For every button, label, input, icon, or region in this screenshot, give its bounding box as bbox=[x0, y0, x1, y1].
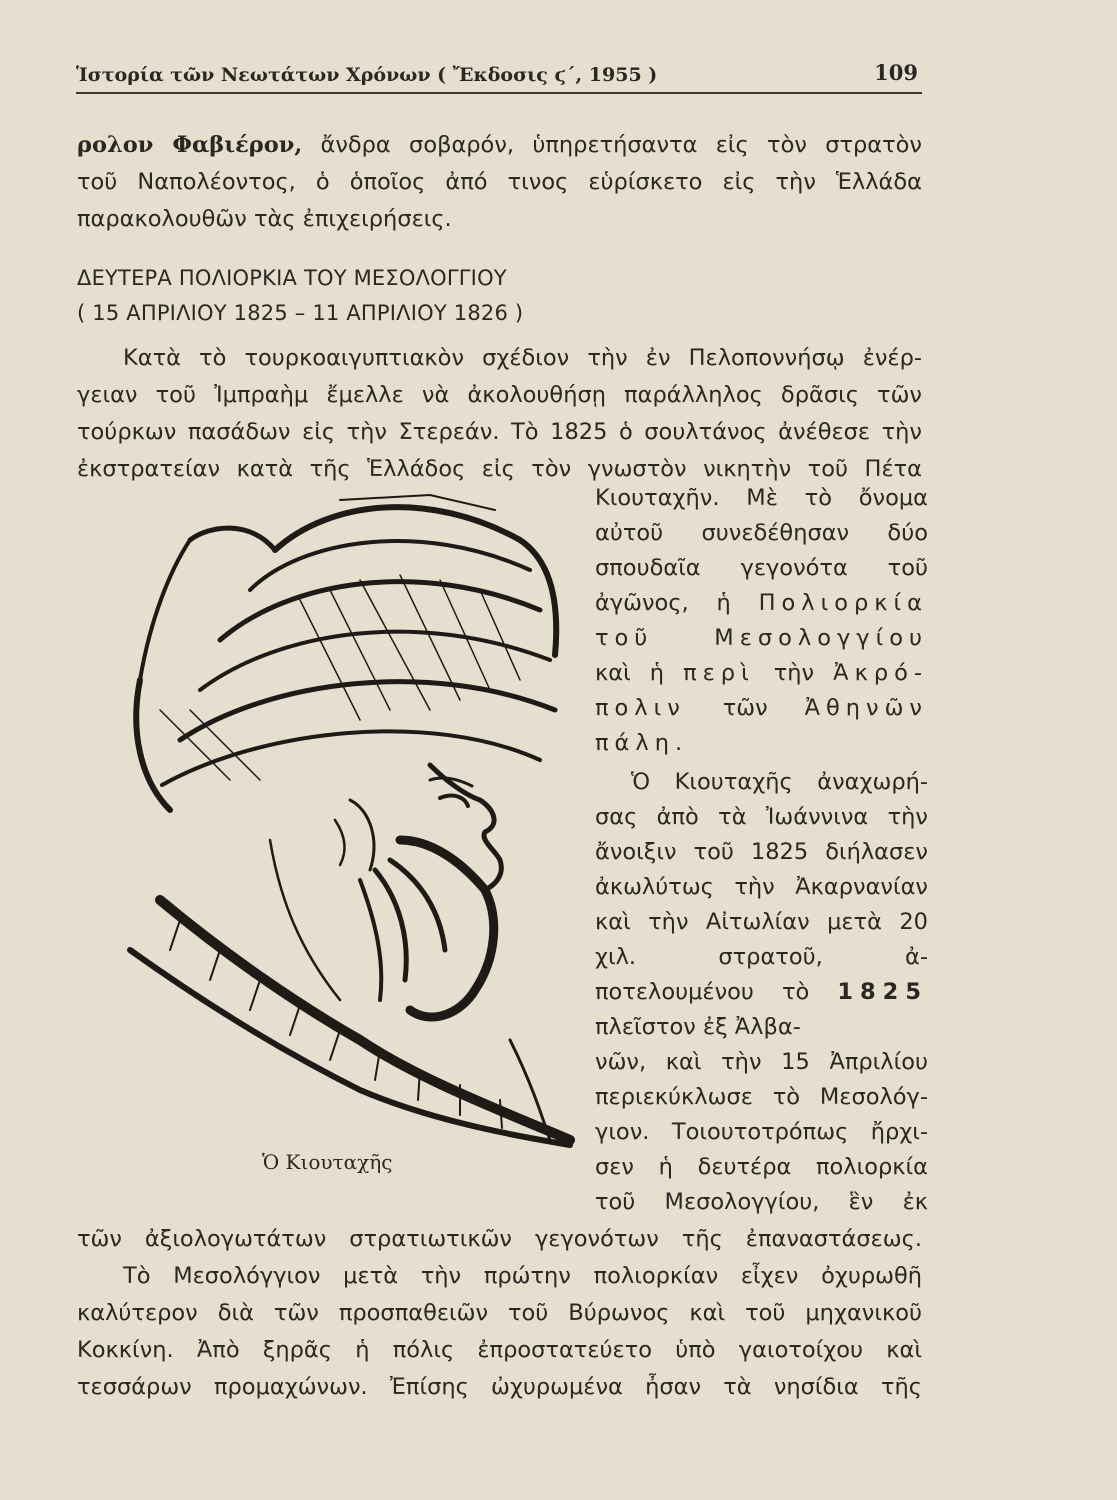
text-line: χιλ. στρατοῦ, ἀ- bbox=[595, 944, 928, 970]
text-line: καλύτερον διὰ τῶν προσπαθειῶν τοῦ Βύρωνος καὶ τοῦ μηχανικοῦ bbox=[77, 1300, 922, 1326]
text-line: σεν ἡ δευτέρα πολιορκία bbox=[595, 1154, 928, 1180]
year-bold: 1825 bbox=[837, 979, 928, 1005]
portrait-caption: Ὁ Κιουταχῆς bbox=[262, 1150, 393, 1174]
text-span: καὶ ἡ bbox=[595, 660, 684, 686]
text-line bbox=[595, 655, 928, 692]
text-line: τῶν ἀξιολογωτάτων στρατιωτικῶν γεγονότων τῆς ἐπαναστάσεως. bbox=[77, 1226, 922, 1252]
portrait-illustration bbox=[100, 480, 590, 1155]
text-span: ποτελουμένου τὸ bbox=[595, 979, 838, 1005]
text-line: Κιουταχῆν. Μὲ τὸ ὄνομα bbox=[595, 485, 928, 511]
text-line: πάλη. bbox=[595, 730, 689, 756]
text-line: περιεκύκλωσε τὸ Μεσολόγ- bbox=[595, 1084, 928, 1110]
text-line: τούρκων πασάδων εἰς τὴν Στερεάν. Τὸ 1825 ὁ σουλτάνος ἀνέθεσε τὴν bbox=[77, 419, 922, 445]
page-number: 109 bbox=[874, 60, 918, 85]
spaced-text: Πολιορκία bbox=[758, 590, 928, 616]
spaced-text: πολιν bbox=[595, 695, 686, 721]
text-line bbox=[595, 974, 928, 1011]
section-subheading: ( 15 ΑΠΡΙΛΙΟΥ 1825 – 11 ΑΠΡΙΛΙΟΥ 1826 ) bbox=[77, 301, 524, 325]
header-title: Ἱστορία τῶν Νεωτάτων Χρόνων ( Ἔκδοσις ϛ΄, 1955 ) bbox=[76, 64, 658, 86]
text-line bbox=[595, 585, 928, 622]
text-line: σας ἀπὸ τὰ Ἰωάννινα τὴν bbox=[595, 804, 928, 830]
text-line: Κοκκίνη. Ἀπὸ ξηρᾶς ἡ πόλις ἐπροστατεύετο ὑπὸ γαιοτοίχου καὶ bbox=[77, 1337, 922, 1363]
text-line: παρακολουθῶν τὰς ἐπιχειρήσεις. bbox=[77, 206, 452, 232]
text-line: καὶ τὴν Αἰτωλίαν μετὰ 20 bbox=[595, 909, 928, 935]
section-heading: ΔΕΥΤΕΡΑ ΠΟΛΙΟΡΚΙΑ ΤΟΥ ΜΕΣΟΛΟΓΓΙΟΥ bbox=[77, 266, 507, 290]
text-line: τεσσάρων προμαχώνων. Ἐπίσης ὠχυρωμένα ἦσαν τὰ νησίδια τῆς bbox=[77, 1374, 922, 1400]
text-line: γειαν τοῦ Ἰμπραὴμ ἔμελλε νὰ ἀκολουθήσῃ παράλληλος δρᾶσις τῶν bbox=[77, 382, 922, 408]
text-span: τὴν bbox=[754, 660, 834, 686]
text-line bbox=[77, 127, 922, 164]
spaced-text: Ἀκρό- bbox=[833, 660, 928, 686]
text-line: τοῦ Μεσολογγίου, ἓν ἐκ bbox=[595, 1189, 928, 1215]
text-span: τῶν bbox=[685, 695, 805, 721]
text-span: ἄνδρα σοβαρόν, ὑπηρετήσαντα εἰς τὸν στρατὸν bbox=[302, 132, 922, 158]
text-line: νῶν, καὶ τὴν 15 Ἀπριλίου bbox=[595, 1049, 928, 1075]
spaced-text: Ἀθηνῶν bbox=[804, 695, 928, 721]
name-bold: ρολον Φαβιέρον, bbox=[77, 132, 303, 158]
text-line: Τὸ Μεσολόγγιον μετὰ τὴν πρώτην πολιορκίαν εἶχεν ὀχυρωθῆ bbox=[123, 1263, 922, 1289]
text-line: ἐκστρατείαν κατὰ τῆς Ἑλλάδος εἰς τὸν γνωστὸν νικητὴν τοῦ Πέτα bbox=[77, 456, 922, 482]
text-line: ἀκωλύτως τὴν Ἀκαρνανίαν bbox=[595, 874, 928, 900]
text-line bbox=[595, 690, 928, 727]
text-span: ἀγῶνος, ἡ bbox=[595, 590, 759, 616]
text-line: ἄνοιξιν τοῦ 1825 διήλασεν bbox=[595, 839, 928, 865]
text-line: Ὁ Κιουταχῆς ἀναχωρή- bbox=[631, 769, 928, 795]
text-line: τοῦ Μεσολογγίου bbox=[595, 625, 928, 651]
text-line: πλεῖστον ἐξ Ἀλβα- bbox=[595, 1014, 801, 1040]
text-line: αὐτοῦ συνεδέθησαν δύο bbox=[595, 520, 928, 546]
text-line: γιον. Τοιουτοτρόπως ἤρχι- bbox=[595, 1119, 928, 1145]
running-header bbox=[76, 58, 922, 94]
text-line: σπουδαῖα γεγονότα τοῦ bbox=[595, 555, 928, 581]
text-line: τοῦ Ναπολέοντος, ὁ ὁποῖος ἀπό τινος εὑρίσκετο εἰς τὴν Ἑλλάδα bbox=[77, 169, 922, 195]
spaced-text: περὶ bbox=[683, 660, 755, 686]
text-line: Κατὰ τὸ τουρκοαιγυπτιακὸν σχέδιον τὴν ἐν Πελοποννήσῳ ἐνέρ- bbox=[123, 345, 922, 371]
